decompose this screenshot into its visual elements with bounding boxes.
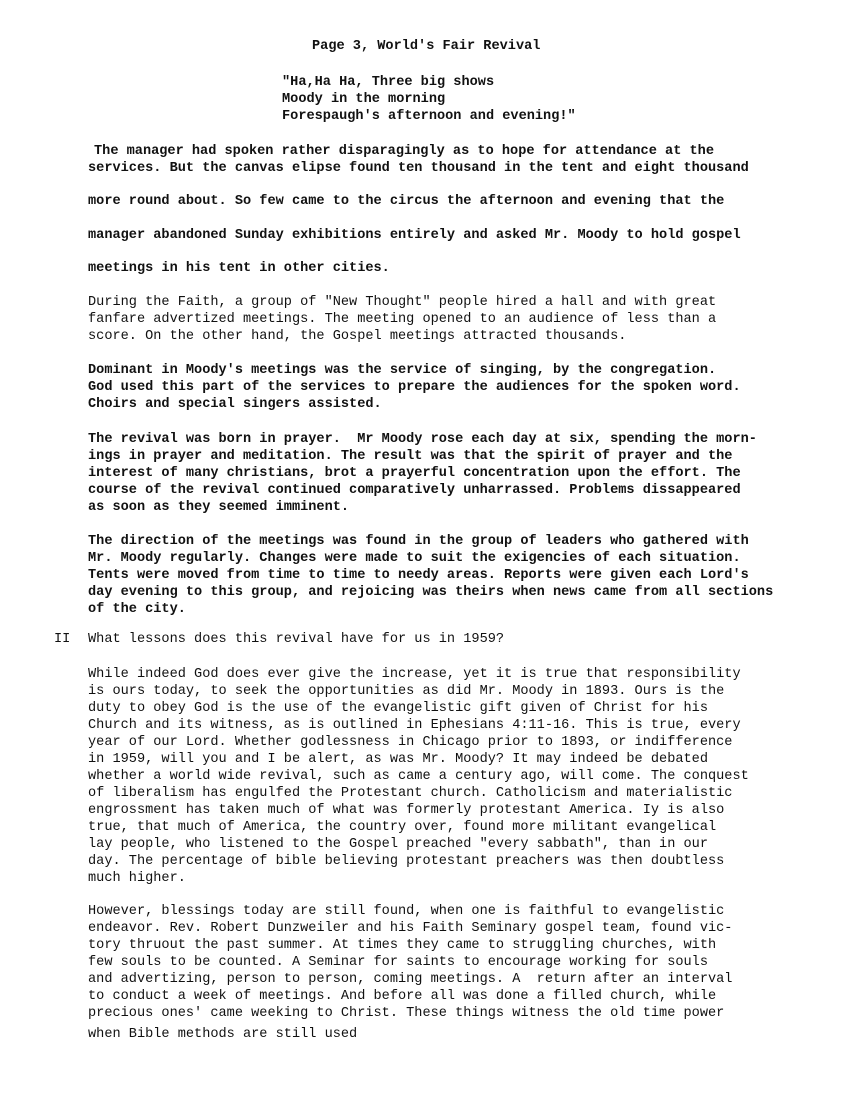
text-line: of liberalism has engulfed the Protestant church. Catholicism and materialistic: [88, 786, 733, 801]
text-line: course of the revival continued comparatively unharrassed. Problems dissappeared: [88, 483, 741, 498]
text-line: score. On the other hand, the Gospel meetings attracted thousands.: [88, 329, 627, 344]
section-title: What lessons does this revival have for us in 1959?: [88, 632, 505, 647]
text-line: year of our Lord. Whether godlessness in Chicago prior to 1893, or indifference: [88, 735, 733, 750]
text-line: day evening to this group, and rejoicing was theirs when news came from all sections: [88, 585, 774, 600]
text-line: whether a world wide revival, such as came a century ago, will come. The conquest: [88, 769, 749, 784]
quote-line: Moody in the morning: [282, 92, 446, 107]
text-line: duty to obey God is the use of the evangelistic gift given of Christ for his: [88, 701, 708, 716]
text-line: tory thruout the past summer. At times they came to struggling churches, with: [88, 938, 717, 953]
text-line: ings in prayer and meditation. The result was that the spirit of prayer and the: [88, 449, 733, 464]
quote-line: "Ha,Ha Ha, Three big shows: [282, 75, 495, 90]
text-line: when Bible methods are still used: [88, 1027, 358, 1042]
text-line: God used this part of the services to prepare the audiences for the spoken word.: [88, 380, 741, 395]
text-line: more round about. So few came to the circus the afternoon and evening that the: [88, 194, 725, 209]
text-line: day. The percentage of bible believing protestant preachers was then doubtless: [88, 854, 725, 869]
text-line: lay people, who listened to the Gospel preached "every sabbath", than in our: [88, 837, 708, 852]
text-line: precious ones' came weeking to Christ. These things witness the old time power: [88, 1006, 725, 1021]
text-line: However, blessings today are still found, when one is faithful to evangelistic: [88, 904, 725, 919]
text-line: Choirs and special singers assisted.: [88, 397, 382, 412]
text-line: Tents were moved from time to time to needy areas. Reports were given each Lord's: [88, 568, 749, 583]
text-line: true, that much of America, the country over, found more militant evangelical: [88, 820, 717, 835]
text-line: During the Faith, a group of "New Thought" people hired a hall and with great: [88, 295, 717, 310]
text-line: interest of many christians, brot a prayerful concentration upon the effort. The: [88, 466, 741, 481]
text-line: in 1959, will you and I be alert, as was Mr. Moody? It may indeed be debated: [88, 752, 708, 767]
text-line: The manager had spoken rather disparagingly as to hope for attendance at the: [94, 144, 714, 159]
text-line: Mr. Moody regularly. Changes were made to suit the exigencies of each situation.: [88, 551, 741, 566]
text-line: Dominant in Moody's meetings was the service of singing, by the congregation.: [88, 363, 717, 378]
text-line: meetings in his tent in other cities.: [88, 261, 390, 276]
text-line: engrossment has taken much of what was formerly protestant America. Iy is also: [88, 803, 725, 818]
quote-line: Forespaugh's afternoon and evening!": [282, 109, 576, 124]
text-line: endeavor. Rev. Robert Dunzweiler and his Faith Seminary gospel team, found vic-: [88, 921, 733, 936]
text-line: manager abandoned Sunday exhibitions entirely and asked Mr. Moody to hold gospel: [88, 228, 741, 243]
section-numeral: II: [54, 632, 71, 647]
text-line: to conduct a week of meetings. And before all was done a filled church, while: [88, 989, 717, 1004]
page-header: Page 3, World's Fair Revival: [312, 39, 541, 54]
text-line: The direction of the meetings was found in the group of leaders who gathered with: [88, 534, 749, 549]
text-line: as soon as they seemed imminent.: [88, 500, 350, 515]
text-line: services. But the canvas elipse found ten thousand in the tent and eight thousand: [88, 161, 749, 176]
text-line: fanfare advertized meetings. The meeting opened to an audience of less than a: [88, 312, 717, 327]
text-line: few souls to be counted. A Seminar for saints to encourage working for souls: [88, 955, 708, 970]
text-line: While indeed God does ever give the increase, yet it is true that responsibility: [88, 667, 741, 682]
text-line: Church and its witness, as is outlined in Ephesians 4:11-16. This is true, every: [88, 718, 741, 733]
text-line: The revival was born in prayer. Mr Moody rose each day at six, spending the morn-: [88, 432, 757, 447]
text-line: and advertizing, person to person, coming meetings. A return after an interval: [88, 972, 733, 987]
text-line: of the city.: [88, 602, 186, 617]
text-line: much higher.: [88, 871, 186, 886]
text-line: is ours today, to seek the opportunities as did Mr. Moody in 1893. Ours is the: [88, 684, 725, 699]
